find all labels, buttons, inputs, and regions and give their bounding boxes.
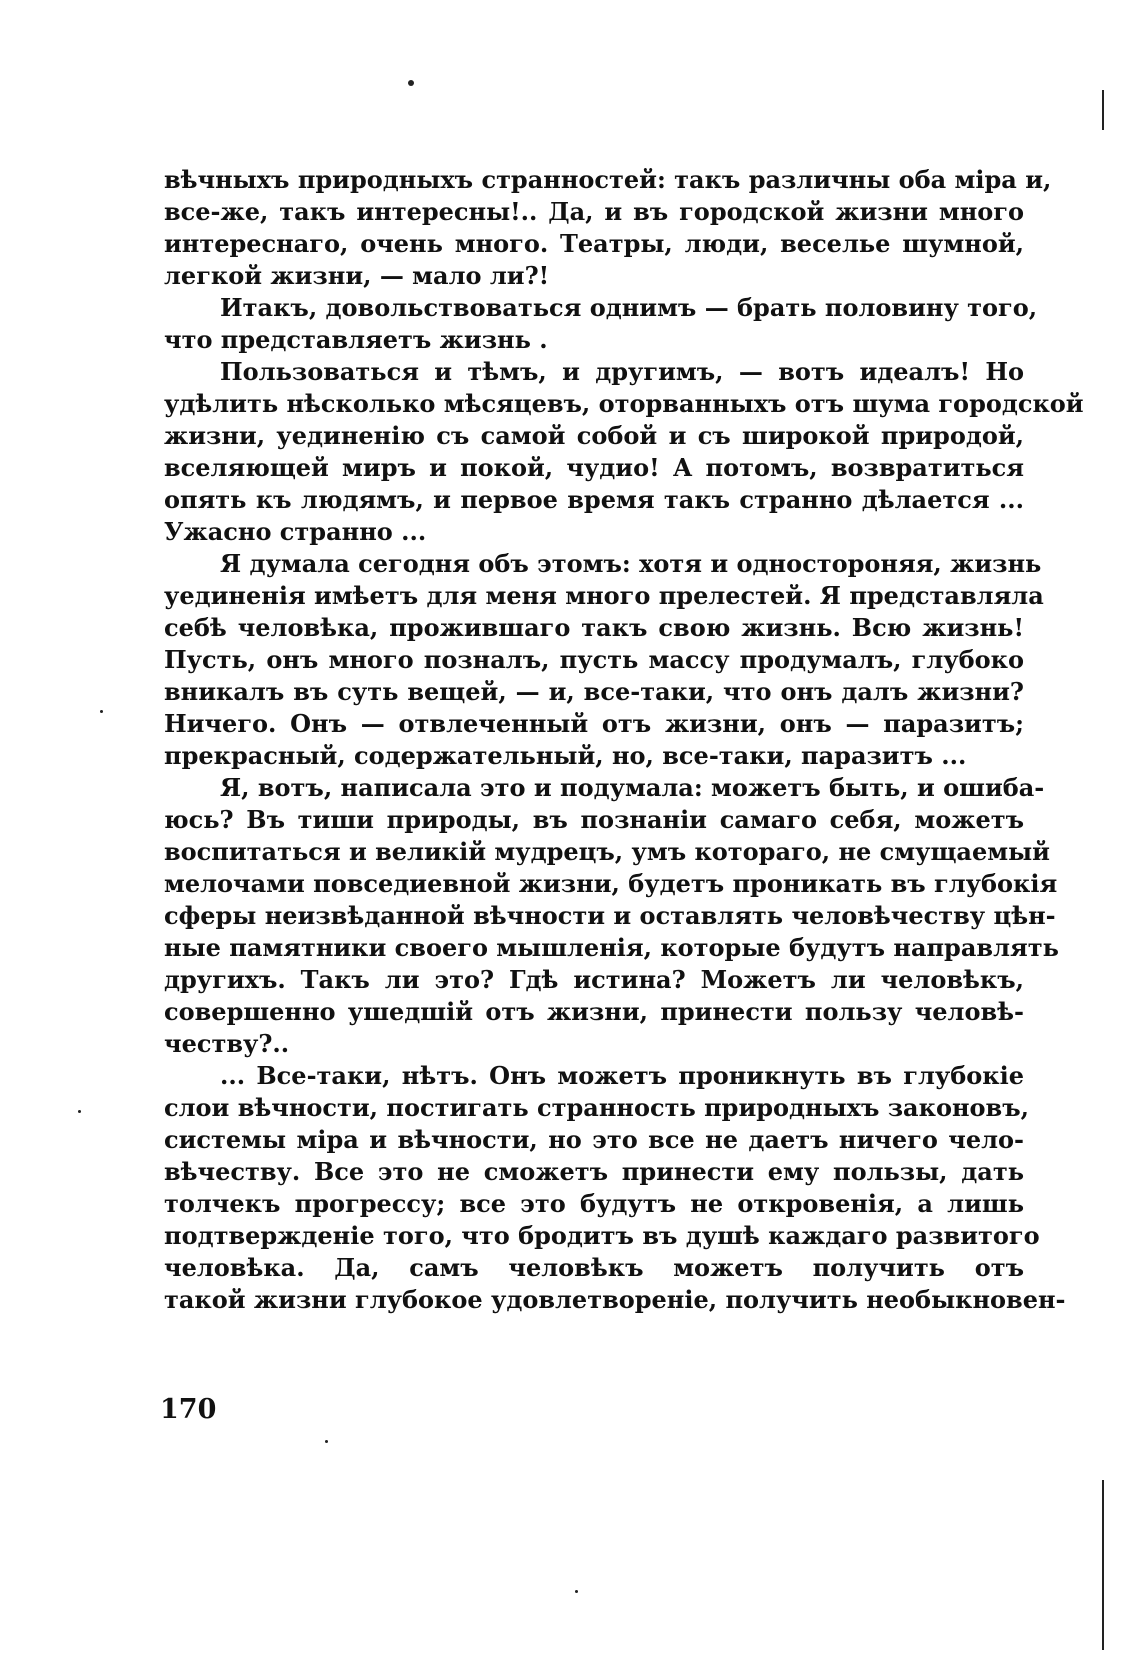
text-line: другихъ. Такъ ли это? Гдѣ истина? Можетъ ли человѣкъ, <box>164 965 1024 994</box>
page-number: 170 <box>160 1394 217 1425</box>
text-line: прекрасный, содержательный, но, все-таки, паразитъ ... <box>164 741 967 770</box>
text-line: интереснаго, очень много. Театры, люди, веселье шумной, <box>164 229 1024 258</box>
text-line: честву?.. <box>164 1029 290 1058</box>
text-line: уединенія имѣетъ для меня много прелестей. Я представляла <box>164 581 1044 610</box>
ink-speck <box>325 1440 328 1443</box>
text-line: системы міра и вѣчности, но это все не даетъ ничего чело- <box>164 1125 1024 1154</box>
text-line: юсь? Въ тиши природы, въ познаніи самаго себя, можетъ <box>164 805 1024 834</box>
text-line: легкой жизни, — мало ли?! <box>164 261 550 290</box>
text-line: Я думала сегодня объ этомъ: хотя и одностороняя, жизнь <box>220 549 1042 578</box>
text-line: совершенно ушедшій отъ жизни, принести пользу человѣ- <box>164 997 1024 1026</box>
text-line: мелочами повседиевной жизни, будетъ проникать въ глубокія <box>164 869 1058 898</box>
text-line: опять къ людямъ, и первое время такъ странно дѣлается ... <box>164 485 1024 514</box>
text-line: вселяющей миръ и покой, чудио! А потомъ, возвратиться <box>164 453 1024 482</box>
ink-speck <box>100 710 103 713</box>
text-line: удѣлить нѣсколько мѣсяцевъ, оторванныхъ отъ шума городской <box>164 389 1084 418</box>
scan-edge-line <box>1102 90 1104 130</box>
text-line: вникалъ въ суть вещей, — и, все-таки, что онъ далъ жизни? <box>164 677 1024 706</box>
text-line: ные памятники своего мышленія, которые будутъ направлять <box>164 933 1059 962</box>
text-line: жизни, уединенію съ самой собой и съ широкой природой, <box>164 421 1024 450</box>
text-line: подтвержденіе того, что бродитъ въ душѣ каждаго развитого <box>164 1221 1040 1250</box>
text-line: Пусть, онъ много позналъ, пусть массу продумалъ, глубоко <box>164 645 1024 674</box>
text-line: слои вѣчности, постигать странность природныхъ законовъ, <box>164 1093 1029 1122</box>
text-line: Пользоваться и тѣмъ, и другимъ, — вотъ идеалъ! Но <box>220 357 1024 386</box>
ink-speck <box>575 1590 578 1593</box>
text-line: такой жизни глубокое удовлетвореніе, получить необыкновен- <box>164 1285 1066 1314</box>
text-line: ... Все-таки, нѣтъ. Онъ можетъ проникнуть въ глубокіе <box>220 1061 1024 1090</box>
text-line: Ничего. Онъ — отвлеченный отъ жизни, онъ — паразитъ; <box>164 709 1024 738</box>
ink-speck <box>78 1110 81 1113</box>
text-line: вѣчныхъ природныхъ странностей: такъ различны оба міра и, <box>164 165 1052 194</box>
text-line: толчекъ прогрессу; все это будутъ не откровенія, а лишь <box>164 1189 1024 1218</box>
text-line: все-же, такъ интересны!.. Да, и въ городской жизни много <box>164 197 1024 226</box>
text-line: Ужасно странно ... <box>164 517 427 546</box>
text-line: себѣ человѣка, прожившаго такъ свою жизнь. Всю жизнь! <box>164 613 1024 642</box>
text-line: Я, вотъ, написала это и подумала: можетъ быть, и ошиба- <box>220 773 1045 802</box>
text-line: Итакъ, довольствоваться однимъ — брать половину того, <box>220 293 1038 322</box>
text-line: сферы неизвѣданной вѣчности и оставлять человѣчеству цѣн- <box>164 901 1056 930</box>
text-line: что представляетъ жизнь . <box>164 325 548 354</box>
ink-speck <box>408 80 414 86</box>
text-line: вѣчеству. Все это не сможетъ принести ему пользы, дать <box>164 1157 1024 1186</box>
text-line: воспитаться и великій мудрецъ, умъ котораго, не смущаемый <box>164 837 1050 866</box>
scan-edge-line <box>1102 1480 1104 1650</box>
body-text <box>164 164 1084 1316</box>
text-line: человѣка. Да, самъ человѣкъ можетъ получить отъ <box>164 1253 1024 1282</box>
